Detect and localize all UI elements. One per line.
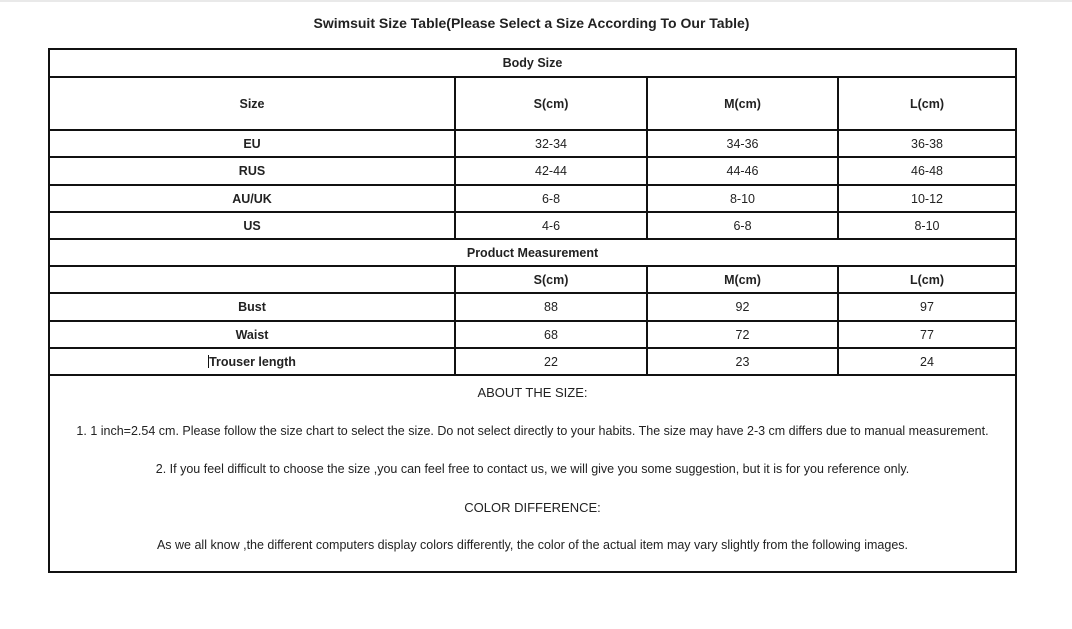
column-header-size: Size <box>49 77 455 130</box>
cell-value: 42-44 <box>455 157 647 185</box>
row-label-rus: RUS <box>49 157 455 185</box>
about-note-1: 1. 1 inch=2.54 cm. Please follow the size chart to select the size. Do not select directly to your habits. The size may have 2-3 cm differs due to manual measurement. <box>76 424 989 438</box>
column-header-m: M(cm) <box>647 266 838 293</box>
row-label-text: Trouser length <box>209 354 296 369</box>
cell-value: 88 <box>455 293 647 321</box>
body-size-header-row <box>49 77 1016 130</box>
about-section-row <box>49 375 1016 572</box>
table-row <box>49 157 1016 185</box>
column-header-m: M(cm) <box>647 77 838 130</box>
table-row <box>49 348 1016 375</box>
cell-value: 23 <box>647 348 838 375</box>
cell-value: 24 <box>838 348 1016 375</box>
table-row <box>49 293 1016 321</box>
cell-value: 46-48 <box>838 157 1016 185</box>
cell-value: 6-8 <box>647 212 838 239</box>
body-size-section-row <box>49 49 1016 77</box>
top-divider <box>0 0 1072 2</box>
color-difference-note: As we all know ,the different computers display colors differently, the color of the actual item may vary slightly from the following images. <box>156 538 909 552</box>
cell-value: 36-38 <box>838 130 1016 157</box>
row-label-trouser-length <box>49 348 455 375</box>
cell-value: 34-36 <box>647 130 838 157</box>
product-measurement-title: Product Measurement <box>49 239 1016 266</box>
column-header-l: L(cm) <box>838 77 1016 130</box>
row-label-au-uk: AU/UK <box>49 185 455 212</box>
column-header-l: L(cm) <box>838 266 1016 293</box>
table-row <box>49 321 1016 348</box>
product-measurement-header-row <box>49 266 1016 293</box>
table-row <box>49 212 1016 239</box>
table-row <box>49 130 1016 157</box>
row-label-eu: EU <box>49 130 455 157</box>
cell-value: 72 <box>647 321 838 348</box>
column-header-s: S(cm) <box>455 266 647 293</box>
color-difference-heading: COLOR DIFFERENCE: <box>464 500 601 515</box>
product-measurement-section-row <box>49 239 1016 266</box>
cell-value: 77 <box>838 321 1016 348</box>
about-heading: ABOUT THE SIZE: <box>477 385 588 400</box>
cell-value: 6-8 <box>455 185 647 212</box>
cell-value: 22 <box>455 348 647 375</box>
table-row <box>49 185 1016 212</box>
about-section <box>49 375 1016 572</box>
column-header-s: S(cm) <box>455 77 647 130</box>
cell-value: 92 <box>647 293 838 321</box>
body-size-title: Body Size <box>49 49 1016 77</box>
cell-value: 10-12 <box>838 185 1016 212</box>
cell-value: 68 <box>455 321 647 348</box>
cell-value: 4-6 <box>455 212 647 239</box>
cell-value: 97 <box>838 293 1016 321</box>
row-label-bust: Bust <box>49 293 455 321</box>
about-note-2: 2. If you feel difficult to choose the size ,you can feel free to contact us, we will give you some suggestion, but it is for you reference only. <box>155 462 910 476</box>
cell-value: 8-10 <box>838 212 1016 239</box>
row-label-us: US <box>49 212 455 239</box>
cell-value: 44-46 <box>647 157 838 185</box>
page-title: Swimsuit Size Table(Please Select a Size According To Our Table) <box>313 15 750 31</box>
row-label-waist: Waist <box>49 321 455 348</box>
size-table <box>48 48 1017 573</box>
cell-value: 8-10 <box>647 185 838 212</box>
cell-value: 32-34 <box>455 130 647 157</box>
column-header-blank <box>49 266 455 293</box>
